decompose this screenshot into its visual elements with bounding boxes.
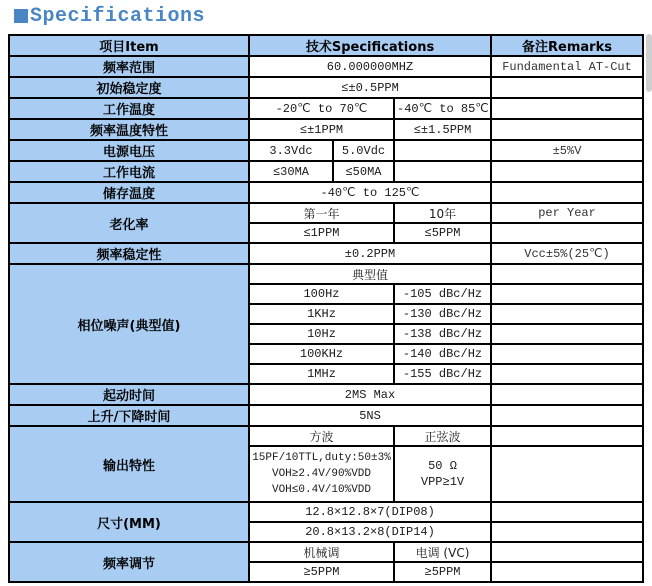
- value-startup-time: 2MS Max: [249, 384, 491, 405]
- output-square-values: [249, 446, 394, 502]
- output-sine-line: VPP≥1V: [420, 475, 465, 489]
- remark-frequency-range: Fundamental AT-Cut: [491, 56, 643, 77]
- row-initial-stability: [9, 77, 643, 98]
- item-frequency-stability: 频率稳定性: [9, 243, 249, 264]
- output-sine-values: [394, 446, 491, 502]
- output-sine-label: 正弦波: [394, 426, 491, 446]
- value-operating-current-2: ≤50MA: [333, 161, 394, 182]
- aging-period-2: 10年: [394, 203, 491, 223]
- value-initial-stability: ≤±0.5PPM: [249, 77, 491, 98]
- output-square-line: VOH≥2.4V/90%VDD: [271, 468, 372, 480]
- phase-noise-offset: 100KHz: [249, 344, 394, 364]
- item-operating-current: 工作电流: [9, 161, 249, 182]
- row-operating-temperature: [9, 98, 643, 119]
- value-operating-temperature-1: -20℃ to 70℃: [249, 98, 394, 119]
- empty-cell: [394, 161, 491, 182]
- scrollbar-thumb[interactable]: [646, 34, 652, 92]
- header-remarks: 备注Remarks: [491, 35, 643, 56]
- empty-cell: [491, 77, 643, 98]
- aging-period-1: 第一年: [249, 203, 394, 223]
- row-supply-voltage: [9, 140, 643, 161]
- row-frequency-stability: [9, 243, 643, 264]
- phase-noise-offset: 1MHz: [249, 364, 394, 384]
- item-frequency-adjustment: 频率调节: [9, 542, 249, 582]
- empty-cell: [491, 446, 643, 502]
- freq-adjust-mode-1: 机械调: [249, 542, 394, 562]
- row-phase-noise-header: [9, 264, 643, 284]
- specifications-table: [8, 34, 644, 583]
- output-square-line: VOH≤0.4V/10%VDD: [271, 484, 372, 496]
- output-sine-line: 50 Ω: [428, 459, 457, 473]
- phase-noise-value: -138 dBc/Hz: [394, 324, 491, 344]
- phase-noise-offset: 10Hz: [249, 324, 394, 344]
- empty-cell: [491, 426, 643, 446]
- dimensions-value-2: 20.8×13.2×8(DIP14): [249, 522, 491, 542]
- empty-cell: [491, 264, 643, 284]
- remark-aging: per Year: [491, 203, 643, 223]
- remark-supply-voltage: ±5%V: [491, 140, 643, 161]
- dimensions-value-1: 12.8×12.8×7(DIP08): [249, 502, 491, 522]
- phase-noise-value: -105 dBc/Hz: [394, 284, 491, 304]
- item-startup-time: 起动时间: [9, 384, 249, 405]
- row-startup-time: [9, 384, 643, 405]
- empty-cell: [394, 140, 491, 161]
- item-rise-fall-time: 上升/下降时间: [9, 405, 249, 426]
- empty-cell: [491, 344, 643, 364]
- value-freq-temp-2: ≤±1.5PPM: [394, 119, 491, 140]
- freq-adjust-mode-2: 电调 (VC): [394, 542, 491, 562]
- row-operating-current: [9, 161, 643, 182]
- value-freq-temp-1: ≤±1PPM: [249, 119, 394, 140]
- freq-adjust-value-2: ≥5PPM: [394, 562, 491, 582]
- empty-cell: [491, 304, 643, 324]
- row-freq-temp-characteristics: [9, 119, 643, 140]
- phase-noise-value: -130 dBc/Hz: [394, 304, 491, 324]
- header-row: [9, 35, 643, 56]
- empty-cell: [491, 542, 643, 562]
- phase-noise-value: -140 dBc/Hz: [394, 344, 491, 364]
- item-initial-stability: 初始稳定度: [9, 77, 249, 98]
- aging-value-2: ≤5PPM: [394, 223, 491, 243]
- empty-cell: [491, 119, 643, 140]
- header-item: 项目Item: [9, 35, 249, 56]
- item-aging: 老化率: [9, 203, 249, 243]
- item-storage-temperature: 储存温度: [9, 182, 249, 203]
- item-supply-voltage: 电源电压: [9, 140, 249, 161]
- row-dimensions-1: [9, 502, 643, 522]
- item-operating-temperature: 工作温度: [9, 98, 249, 119]
- item-freq-temp-characteristics: 频率温度特性: [9, 119, 249, 140]
- empty-cell: [491, 562, 643, 582]
- row-output-header: [9, 426, 643, 446]
- row-aging-1: [9, 203, 643, 223]
- value-frequency-range: 60.000000MHZ: [249, 56, 491, 77]
- blue-square-icon: [14, 9, 28, 23]
- value-storage-temperature: -40℃ to 125℃: [249, 182, 491, 203]
- empty-cell: [491, 384, 643, 405]
- freq-adjust-value-1: ≥5PPM: [249, 562, 394, 582]
- empty-cell: [491, 223, 643, 243]
- row-frequency-range: [9, 56, 643, 77]
- output-square-line: 15PF/10TTL,duty:50±3%: [252, 452, 391, 464]
- row-frequency-adjustment-1: [9, 542, 643, 562]
- row-storage-temperature: [9, 182, 643, 203]
- empty-cell: [491, 405, 643, 426]
- empty-cell: [491, 324, 643, 344]
- item-dimensions: 尺寸(MM): [9, 502, 249, 542]
- value-supply-voltage-1: 3.3Vdc: [249, 140, 333, 161]
- phase-noise-value: -155 dBc/Hz: [394, 364, 491, 384]
- item-frequency-range: 频率范围: [9, 56, 249, 77]
- row-rise-fall-time: [9, 405, 643, 426]
- page-title: [14, 3, 205, 29]
- value-rise-fall-time: 5NS: [249, 405, 491, 426]
- value-frequency-stability: ±0.2PPM: [249, 243, 491, 264]
- empty-cell: [491, 502, 643, 522]
- page-title-text: Specifications: [30, 4, 206, 28]
- value-operating-current-1: ≤30MA: [249, 161, 333, 182]
- empty-cell: [491, 182, 643, 203]
- empty-cell: [491, 364, 643, 384]
- phase-noise-offset: 100Hz: [249, 284, 394, 304]
- phase-noise-subheader: 典型值: [249, 264, 491, 284]
- item-phase-noise: 相位噪声(典型值): [9, 264, 249, 384]
- remark-frequency-stability: Vcc±5%(25℃): [491, 243, 643, 264]
- item-output-characteristics: 输出特性: [9, 426, 249, 502]
- empty-cell: [491, 284, 643, 304]
- header-spec: 技术Specifications: [249, 35, 491, 56]
- empty-cell: [491, 161, 643, 182]
- aging-value-1: ≤1PPM: [249, 223, 394, 243]
- empty-cell: [491, 522, 643, 542]
- output-square-label: 方波: [249, 426, 394, 446]
- phase-noise-offset: 1KHz: [249, 304, 394, 324]
- value-operating-temperature-2: -40℃ to 85℃: [394, 98, 491, 119]
- empty-cell: [491, 98, 643, 119]
- value-supply-voltage-2: 5.0Vdc: [333, 140, 394, 161]
